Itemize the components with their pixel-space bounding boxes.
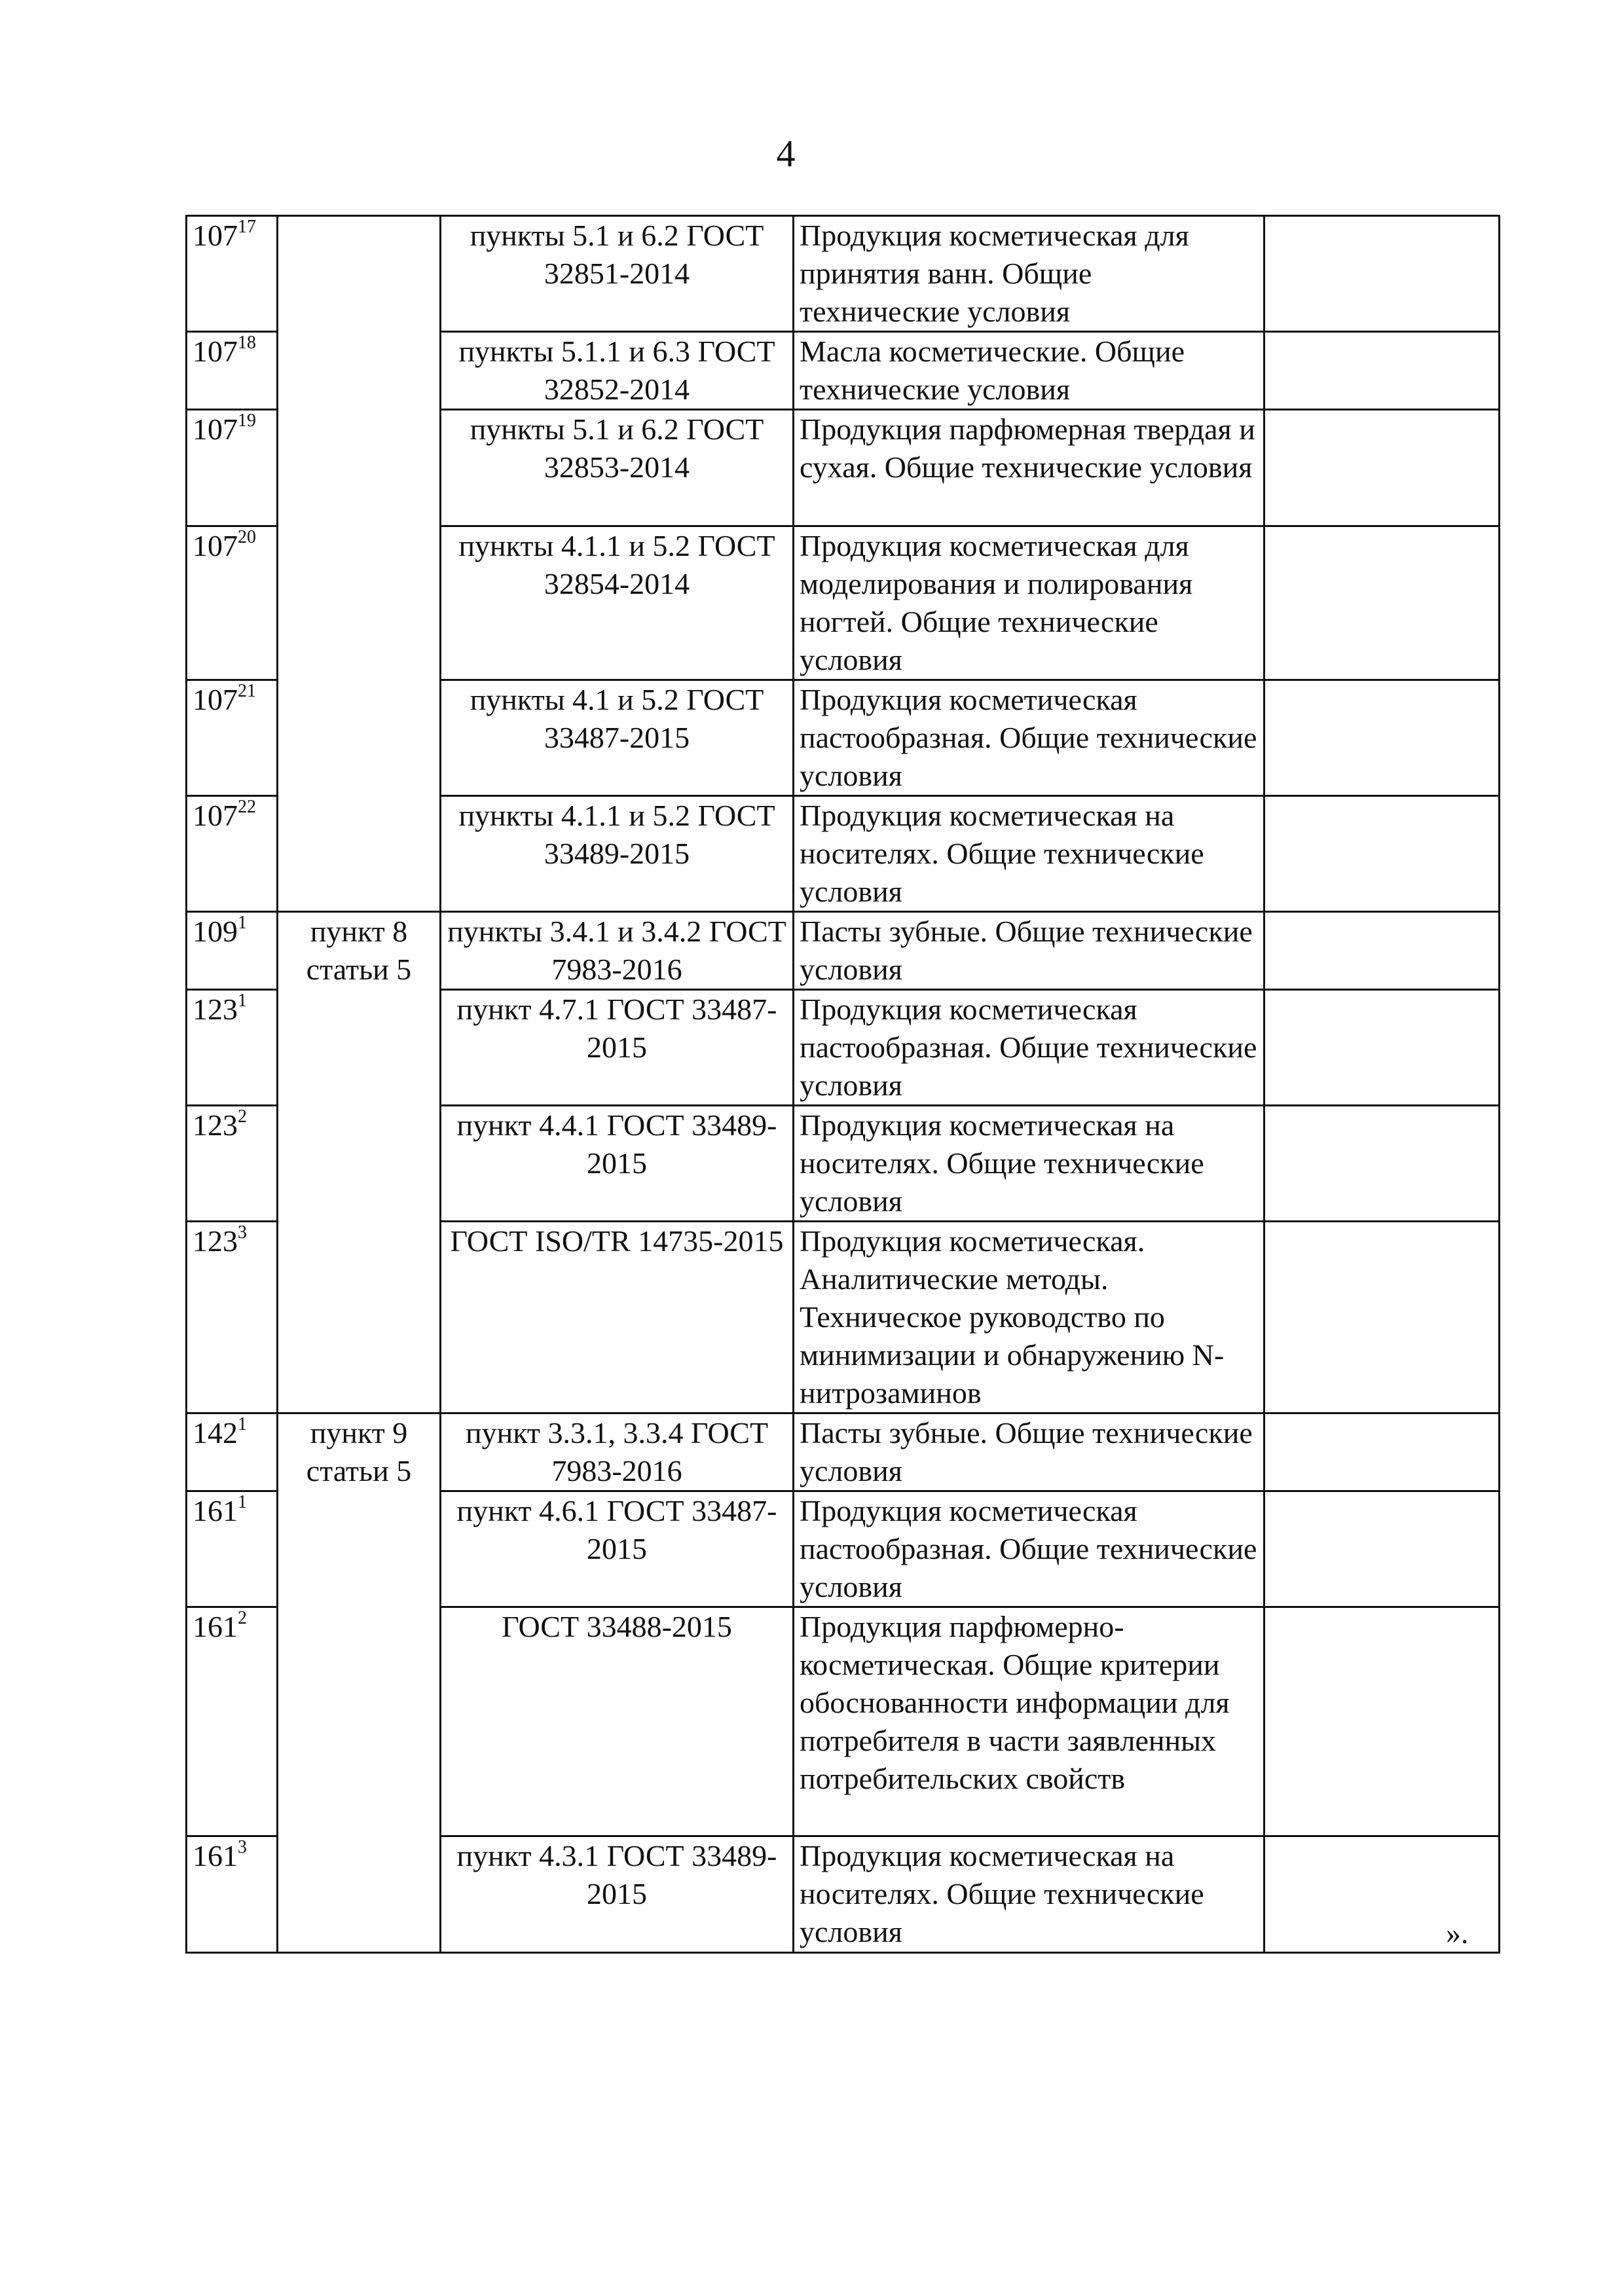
standards-table: [185, 215, 1500, 1954]
row-number: $109^1$: [187, 912, 278, 990]
row-number: $161^3$: [187, 1836, 278, 1953]
standard-name: Продукция косметическая для моделирования и полирования ногтей. Общие технические условия: [794, 526, 1264, 680]
closing-quote-mark: ».: [1446, 1916, 1469, 1950]
gost-clause: пункт 4.7.1 ГОСТ 33487-2015: [441, 990, 794, 1106]
empty-cell: [1264, 216, 1500, 332]
standard-name: Продукция косметическая на носителях. Общие технические условия: [794, 1106, 1264, 1222]
page-number: 4: [776, 132, 796, 175]
gost-clause: пункты 5.1 и 6.2 ГОСТ 32853-2014: [441, 410, 794, 526]
standard-name: Продукция косметическая на носителях. Общие технические условия: [794, 1836, 1264, 1953]
row-number: $107^{20}$: [187, 526, 278, 680]
row-number: $123^3$: [187, 1222, 278, 1413]
standard-name: Продукция косметическая пастообразная. Общие технические условия: [794, 990, 1264, 1106]
standard-name: Продукция парфюмерная твердая и сухая. Общие технические условия: [794, 410, 1264, 526]
standard-name: Масла косметические. Общие технические условия: [794, 332, 1264, 410]
row-number: $142^1$: [187, 1413, 278, 1491]
table-row: [187, 216, 1500, 332]
gost-clause: ГОСТ ISO/TR 14735-2015: [441, 1222, 794, 1413]
empty-cell: [1264, 1106, 1500, 1222]
empty-cell: [1264, 1491, 1500, 1607]
standard-name: Продукция косметическая для принятия ванн. Общие технические условия: [794, 216, 1264, 332]
article-cell-empty: [278, 216, 441, 912]
standard-name: Пасты зубные. Общие технические условия: [794, 1413, 1264, 1491]
row-number: $123^1$: [187, 990, 278, 1106]
article-reference: пункт 9 статьи 5: [278, 1413, 441, 1953]
row-number: $107^{17}$: [187, 216, 278, 332]
article-reference: пункт 8 статьи 5: [278, 912, 441, 1413]
gost-clause: ГОСТ 33488-2015: [441, 1607, 794, 1836]
empty-cell: [1264, 990, 1500, 1106]
gost-clause: пункты 4.1.1 и 5.2 ГОСТ 32854-2014: [441, 526, 794, 680]
table-row: [187, 912, 1500, 990]
empty-cell: [1264, 332, 1500, 410]
gost-clause: пункты 3.4.1 и 3.4.2 ГОСТ 7983-2016: [441, 912, 794, 990]
table-row: [187, 1413, 1500, 1491]
empty-cell: [1264, 912, 1500, 990]
standard-name: Продукция косметическая пастообразная. Общие технические условия: [794, 1491, 1264, 1607]
gost-clause: пункт 4.4.1 ГОСТ 33489-2015: [441, 1106, 794, 1222]
gost-clause: пункт 3.3.1, 3.3.4 ГОСТ 7983-2016: [441, 1413, 794, 1491]
row-number: $107^{19}$: [187, 410, 278, 526]
empty-cell: [1264, 1413, 1500, 1491]
gost-clause: пункты 4.1.1 и 5.2 ГОСТ 33489-2015: [441, 796, 794, 912]
empty-cell: [1264, 1607, 1500, 1836]
gost-clause: пункт 4.3.1 ГОСТ 33489-2015: [441, 1836, 794, 1953]
empty-cell: [1264, 1222, 1500, 1413]
row-number: $107^{21}$: [187, 680, 278, 796]
empty-cell: [1264, 796, 1500, 912]
standard-name: Продукция косметическая. Аналитические методы. Техническое руководство по минимизации и обнаружению N-нитрозаминов: [794, 1222, 1264, 1413]
empty-cell: [1264, 526, 1500, 680]
standard-name: Продукция парфюмерно-косметическая. Общие критерии обоснованности информации для потребителя в части заявленных потребительских свойств: [794, 1607, 1264, 1836]
gost-clause: пункты 5.1 и 6.2 ГОСТ 32851-2014: [441, 216, 794, 332]
row-number: $161^2$: [187, 1607, 278, 1836]
standard-name: Пасты зубные. Общие технические условия: [794, 912, 1264, 990]
row-number: $107^{18}$: [187, 332, 278, 410]
row-number: $161^1$: [187, 1491, 278, 1607]
empty-cell: [1264, 410, 1500, 526]
empty-cell: [1264, 680, 1500, 796]
row-number: $107^{22}$: [187, 796, 278, 912]
row-number: $123^2$: [187, 1106, 278, 1222]
gost-clause: пункт 4.6.1 ГОСТ 33487-2015: [441, 1491, 794, 1607]
gost-clause: пункты 4.1 и 5.2 ГОСТ 33487-2015: [441, 680, 794, 796]
standard-name: Продукция косметическая пастообразная. Общие технические условия: [794, 680, 1264, 796]
standard-name: Продукция косметическая на носителях. Общие технические условия: [794, 796, 1264, 912]
gost-clause: пункты 5.1.1 и 6.3 ГОСТ 32852-2014: [441, 332, 794, 410]
